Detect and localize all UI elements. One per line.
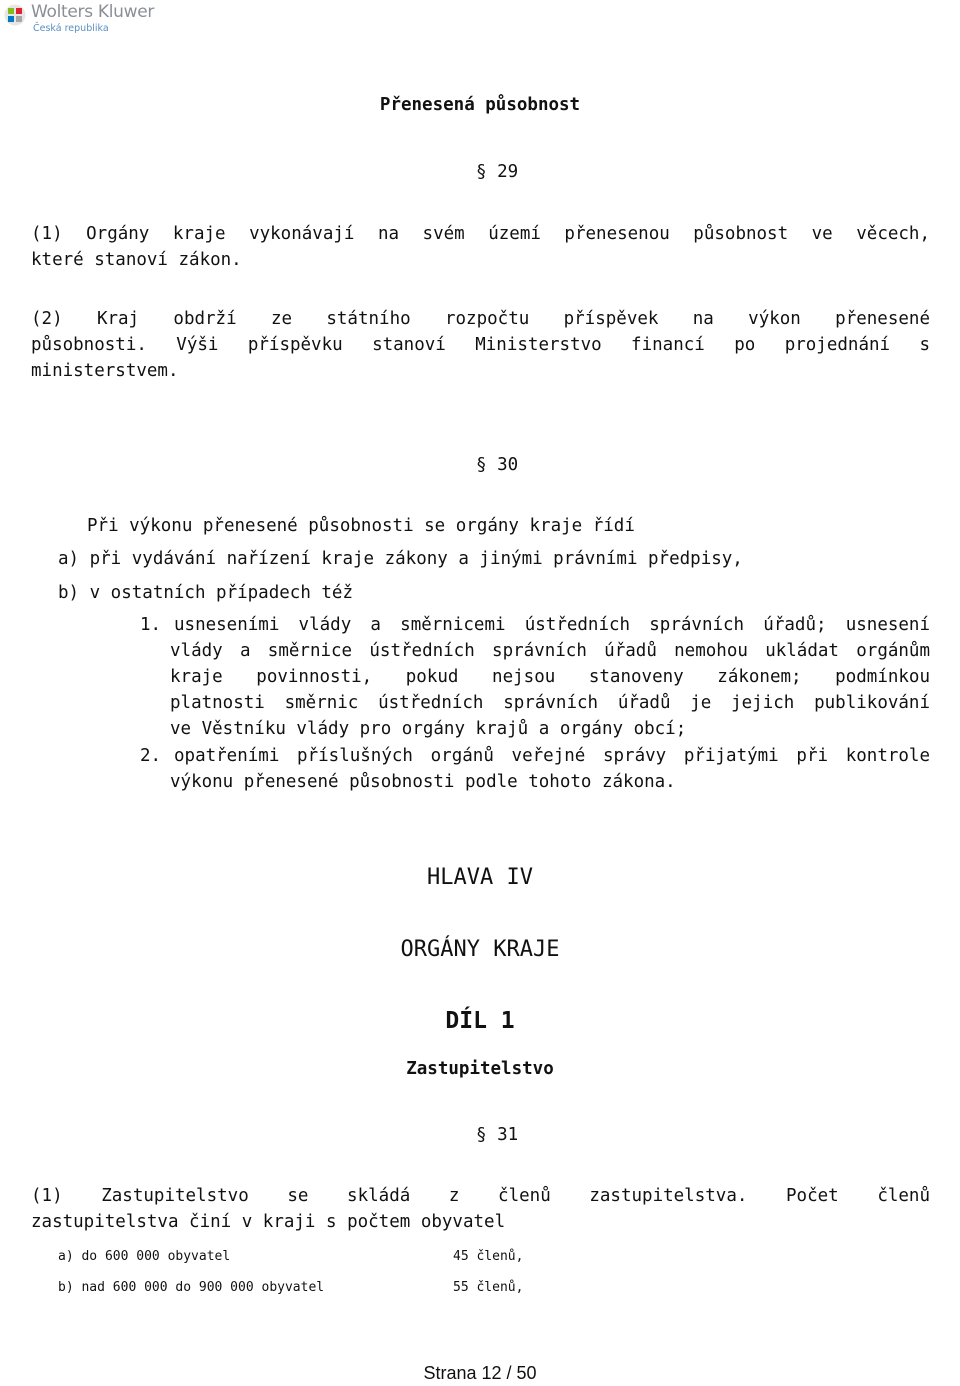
s31-row-a-value: 45 členů, xyxy=(453,1249,524,1264)
s29-paragraph-2-line-3: ministerstvem. xyxy=(31,361,179,381)
s29-paragraph-1-line-2: které stanoví zákon. xyxy=(31,250,242,270)
heading-hlava: HLAVA IV xyxy=(427,865,533,890)
heading-zastupitelstvo: Zastupitelstvo xyxy=(406,1059,554,1079)
s30-item-2-number: 2. xyxy=(140,746,162,766)
brand-subtitle: Česká republika xyxy=(33,23,109,34)
s31-paragraph-1-line-1: (1) Zastupitelstvo se skládá z členů zastupitelstva. Počet členů xyxy=(31,1186,930,1206)
s30-item-b: b) v ostatních případech též xyxy=(58,583,354,603)
s29-paragraph-2-line-2: působnosti. Výši příspěvku stanoví Ministerstvo financí po projednání s xyxy=(31,335,930,355)
section-30-heading: § 30 xyxy=(476,455,519,475)
s31-row-a-label: a) do 600 000 obyvatel xyxy=(58,1249,231,1264)
s29-paragraph-1-line-1: (1) Orgány kraje vykonávají na svém území přenesenou působnost ve věcech, xyxy=(31,224,930,244)
s30-item-1-number: 1. xyxy=(140,615,162,635)
s30-item-2-line-1: opatřeními příslušných orgánů veřejné správy přijatými při kontrole xyxy=(174,746,930,766)
s30-item-1-line-5: ve Věstníku vlády pro orgány krajů a orgány obcí; xyxy=(170,719,687,739)
heading-organy-kraje: ORGÁNY KRAJE xyxy=(400,937,560,962)
s30-item-2-line-2: výkonu přenesené působnosti podle tohoto zákona. xyxy=(170,772,676,792)
s31-row-b-value: 55 členů, xyxy=(453,1280,524,1295)
page-title: Přenesená působnost xyxy=(379,95,581,115)
wolters-kluwer-mark-icon xyxy=(4,4,26,26)
s30-item-a: a) při vydávání nařízení kraje zákony a jinými právními předpisy, xyxy=(58,549,743,569)
heading-dil: DÍL 1 xyxy=(445,1008,515,1034)
section-31-heading: § 31 xyxy=(476,1125,519,1145)
s30-item-1-line-4: platnosti směrnic ústředních správních úřadů je jejich publikování xyxy=(170,693,930,713)
s30-item-1-line-1: usneseními vlády a směrnicemi ústředních správních úřadů; usnesení xyxy=(174,615,930,635)
s29-paragraph-2-line-1: (2) Kraj obdrží ze státního rozpočtu příspěvek na výkon přenesené xyxy=(31,309,930,329)
s31-paragraph-1-line-2: zastupitelstva činí v kraji s počtem obyvatel xyxy=(31,1212,506,1232)
page-number: Strana 12 / 50 xyxy=(423,1363,537,1383)
brand-name: Wolters Kluwer xyxy=(31,2,155,22)
s30-item-1-line-3: kraje povinnosti, pokud nejsou stanoveny zákonem; podmínkou xyxy=(170,667,930,687)
s31-row-b-label: b) nad 600 000 do 900 000 obyvatel xyxy=(58,1280,325,1295)
s30-intro: Při výkonu přenesené působnosti se orgány kraje řídí xyxy=(87,516,635,536)
s30-item-1-line-2: vlády a směrnice ústředních správních úřadů nemohou ukládat orgánům xyxy=(170,641,930,661)
section-29-heading: § 29 xyxy=(476,162,519,182)
